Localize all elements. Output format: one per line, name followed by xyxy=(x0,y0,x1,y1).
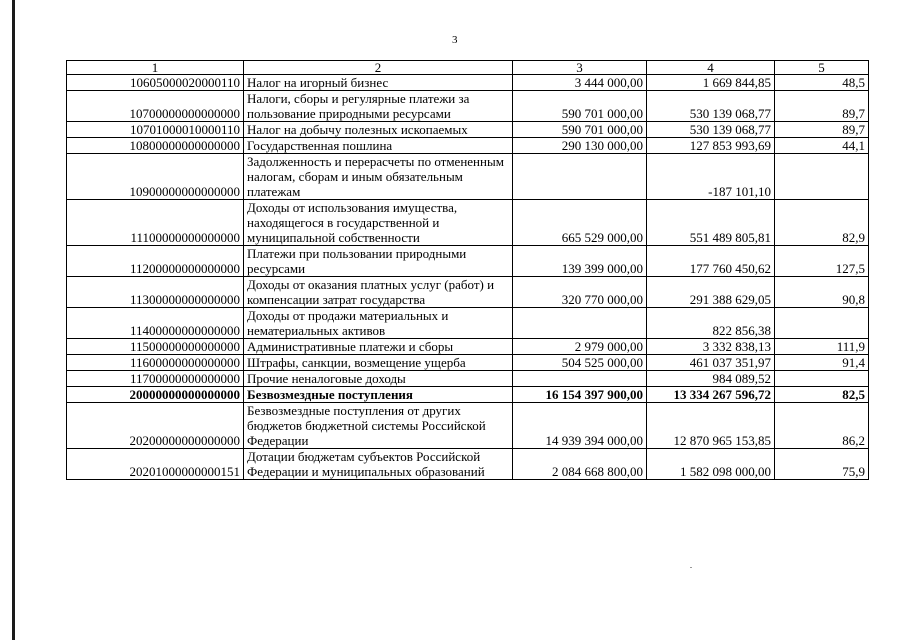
row-plan: 665 529 000,00 xyxy=(513,200,647,246)
page-edge-bar xyxy=(12,0,15,640)
table-row xyxy=(67,387,869,403)
column-header-name: 2 xyxy=(244,61,513,75)
row-actual: 530 139 068,77 xyxy=(647,122,775,138)
row-percent: 89,7 xyxy=(775,122,869,138)
row-plan xyxy=(513,308,647,339)
row-percent: 48,5 xyxy=(775,75,869,91)
table-row xyxy=(67,403,869,449)
row-plan: 290 130 000,00 xyxy=(513,138,647,154)
table-row xyxy=(67,355,869,371)
row-percent xyxy=(775,308,869,339)
row-plan: 2 979 000,00 xyxy=(513,339,647,355)
row-percent: 127,5 xyxy=(775,246,869,277)
row-actual: 127 853 993,69 xyxy=(647,138,775,154)
row-actual: 530 139 068,77 xyxy=(647,91,775,122)
row-percent: 89,7 xyxy=(775,91,869,122)
page-number: 3 xyxy=(452,34,458,46)
row-name: Доходы от использования имущества, находящегося в государственной и муниципальной собственности xyxy=(244,200,513,246)
row-name: Прочие неналоговые доходы xyxy=(244,371,513,387)
row-actual: 1 582 098 000,00 xyxy=(647,449,775,480)
row-code: 11600000000000000 xyxy=(67,355,244,371)
row-actual: -187 101,10 xyxy=(647,154,775,200)
row-name: Административные платежи и сборы xyxy=(244,339,513,355)
row-actual: 1 669 844,85 xyxy=(647,75,775,91)
row-name: Безвозмездные поступления от других бюджетов бюджетной системы Российской Федерации xyxy=(244,403,513,449)
table-row xyxy=(67,75,869,91)
row-code: 20201000000000151 xyxy=(67,449,244,480)
row-percent: 44,1 xyxy=(775,138,869,154)
row-code: 10701000010000110 xyxy=(67,122,244,138)
row-code: 10700000000000000 xyxy=(67,91,244,122)
column-header-percent: 5 xyxy=(775,61,869,75)
table-row xyxy=(67,371,869,387)
row-name: Доходы от продажи материальных и нематериальных активов xyxy=(244,308,513,339)
row-actual: 984 089,52 xyxy=(647,371,775,387)
row-actual: 177 760 450,62 xyxy=(647,246,775,277)
row-percent xyxy=(775,371,869,387)
table-row xyxy=(67,308,869,339)
row-actual: 551 489 805,81 xyxy=(647,200,775,246)
row-actual: 12 870 965 153,85 xyxy=(647,403,775,449)
row-name: Государственная пошлина xyxy=(244,138,513,154)
row-code: 11500000000000000 xyxy=(67,339,244,355)
row-plan: 14 939 394 000,00 xyxy=(513,403,647,449)
table-row xyxy=(67,138,869,154)
row-code: 10605000020000110 xyxy=(67,75,244,91)
column-header-actual: 4 xyxy=(647,61,775,75)
table-row xyxy=(67,154,869,200)
row-percent: 82,5 xyxy=(775,387,869,403)
row-percent: 86,2 xyxy=(775,403,869,449)
row-actual: 3 332 838,13 xyxy=(647,339,775,355)
row-actual: 822 856,38 xyxy=(647,308,775,339)
row-actual: 13 334 267 596,72 xyxy=(647,387,775,403)
row-percent: 90,8 xyxy=(775,277,869,308)
row-code: 10800000000000000 xyxy=(67,138,244,154)
row-code: 11200000000000000 xyxy=(67,246,244,277)
table-body xyxy=(67,75,869,480)
table-row xyxy=(67,449,869,480)
column-header-code: 1 xyxy=(67,61,244,75)
column-header-plan: 3 xyxy=(513,61,647,75)
row-plan xyxy=(513,154,647,200)
row-percent: 91,4 xyxy=(775,355,869,371)
row-name: Безвозмездные поступления xyxy=(244,387,513,403)
row-percent: 82,9 xyxy=(775,200,869,246)
row-plan: 504 525 000,00 xyxy=(513,355,647,371)
table-row xyxy=(67,122,869,138)
row-code: 11400000000000000 xyxy=(67,308,244,339)
row-code: 10900000000000000 xyxy=(67,154,244,200)
row-actual: 461 037 351,97 xyxy=(647,355,775,371)
row-name: Штрафы, санкции, возмещение ущерба xyxy=(244,355,513,371)
row-plan: 590 701 000,00 xyxy=(513,91,647,122)
table-row xyxy=(67,200,869,246)
table-row xyxy=(67,91,869,122)
row-code: 20200000000000000 xyxy=(67,403,244,449)
table-row xyxy=(67,277,869,308)
row-actual: 291 388 629,05 xyxy=(647,277,775,308)
table-row xyxy=(67,339,869,355)
row-plan xyxy=(513,371,647,387)
row-name: Платежи при пользовании природными ресурсами xyxy=(244,246,513,277)
row-plan: 16 154 397 900,00 xyxy=(513,387,647,403)
row-percent: 111,9 xyxy=(775,339,869,355)
row-name: Налог на игорный бизнес xyxy=(244,75,513,91)
row-percent xyxy=(775,154,869,200)
row-plan: 3 444 000,00 xyxy=(513,75,647,91)
row-name: Задолженность и перерасчеты по отмененным налогам, сборам и иным обязательным платежам xyxy=(244,154,513,200)
row-code: 11700000000000000 xyxy=(67,371,244,387)
header-row xyxy=(67,61,869,75)
table-header xyxy=(67,61,869,75)
row-name: Дотации бюджетам субъектов Российской Федерации и муниципальных образований xyxy=(244,449,513,480)
row-code: 11300000000000000 xyxy=(67,277,244,308)
row-code: 20000000000000000 xyxy=(67,387,244,403)
row-plan: 2 084 668 800,00 xyxy=(513,449,647,480)
row-plan: 590 701 000,00 xyxy=(513,122,647,138)
scan-speck xyxy=(690,567,692,568)
budget-table xyxy=(66,60,869,480)
table-row xyxy=(67,246,869,277)
row-code: 11100000000000000 xyxy=(67,200,244,246)
row-plan: 320 770 000,00 xyxy=(513,277,647,308)
row-plan: 139 399 000,00 xyxy=(513,246,647,277)
row-name: Доходы от оказания платных услуг (работ) и компенсации затрат государства xyxy=(244,277,513,308)
row-name: Налоги, сборы и регулярные платежи за пользование природными ресурсами xyxy=(244,91,513,122)
row-name: Налог на добычу полезных ископаемых xyxy=(244,122,513,138)
row-percent: 75,9 xyxy=(775,449,869,480)
